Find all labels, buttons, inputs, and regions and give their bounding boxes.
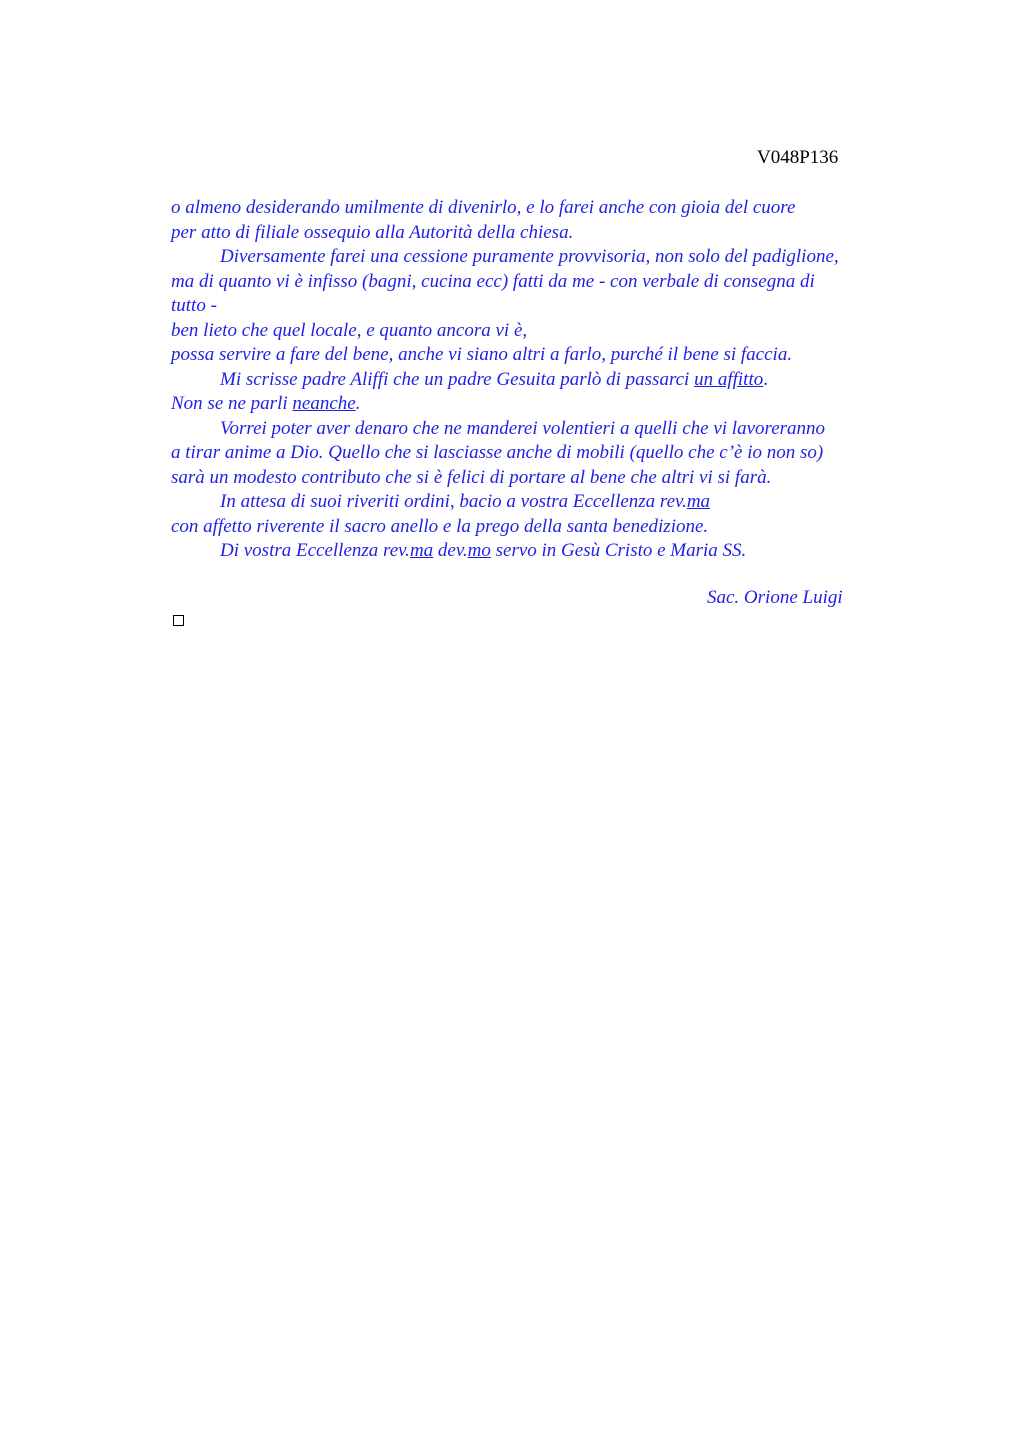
- text-segment: In attesa di suoi riveriti ordini, bacio a vostra Eccellenza rev.: [220, 491, 687, 512]
- text-segment: .: [355, 393, 361, 414]
- text-segment: .: [763, 368, 768, 390]
- text-line: Diversamente farei una cessione puramente provvisoria, non solo del padiglione,: [220, 246, 839, 267]
- text-line: [171, 539, 911, 564]
- text-line: [171, 368, 911, 393]
- text-line: Vorrei poter aver denaro che ne manderei volentieri a quelli che vi lavoreranno: [220, 417, 826, 439]
- text-line: [171, 490, 911, 515]
- underlined-text: un affitto: [694, 368, 764, 390]
- text-segment: dev.: [433, 540, 468, 561]
- signature: Sac. Orione Luigi: [707, 587, 843, 608]
- text-line: possa servire a fare del bene, anche vi siano altri a farlo, purché il bene si faccia.: [171, 344, 793, 365]
- text-segment: Di vostra Eccellenza rev.: [220, 540, 410, 561]
- text-line: [171, 392, 911, 417]
- underlined-text: mo: [467, 540, 491, 561]
- text-line: a tirar anime a Dio. Quello che si lasciasse anche di mobili (quello che c’è io non so): [171, 442, 824, 463]
- page-identifier: V048P136: [757, 147, 839, 168]
- text-segment: Non se ne parli: [171, 393, 293, 414]
- text-line: con affetto riverente il sacro anello e la prego della santa benedizione.: [171, 515, 709, 537]
- text-line: ma di quanto vi è infisso (bagni, cucina ecc) fatti da me - con verbale di consegna di: [171, 270, 815, 292]
- text-line: sarà un modesto contributo che si è felici di portare al bene che altri vi si farà.: [171, 466, 772, 488]
- underlined-text: ma: [409, 540, 434, 561]
- text-line: ben lieto che quel locale, e quanto ancora vi è,: [171, 319, 528, 341]
- text-line: o almeno desiderando umilmente di divenirlo, e lo farei anche con gioia del cuore: [171, 197, 796, 218]
- text-segment: servo in Gesù Cristo e Maria SS.: [490, 540, 747, 561]
- end-marker-box: [173, 615, 184, 626]
- text-segment: Mi scrisse padre Aliffi che un padre Gesuita parlò di passarci: [220, 368, 695, 390]
- letter-body: [171, 196, 911, 564]
- text-line: per atto di filiale ossequio alla Autorità della chiesa.: [171, 221, 574, 243]
- text-line: tutto -: [171, 295, 217, 316]
- underlined-text: neanche: [292, 393, 356, 414]
- underlined-text: ma: [686, 491, 711, 512]
